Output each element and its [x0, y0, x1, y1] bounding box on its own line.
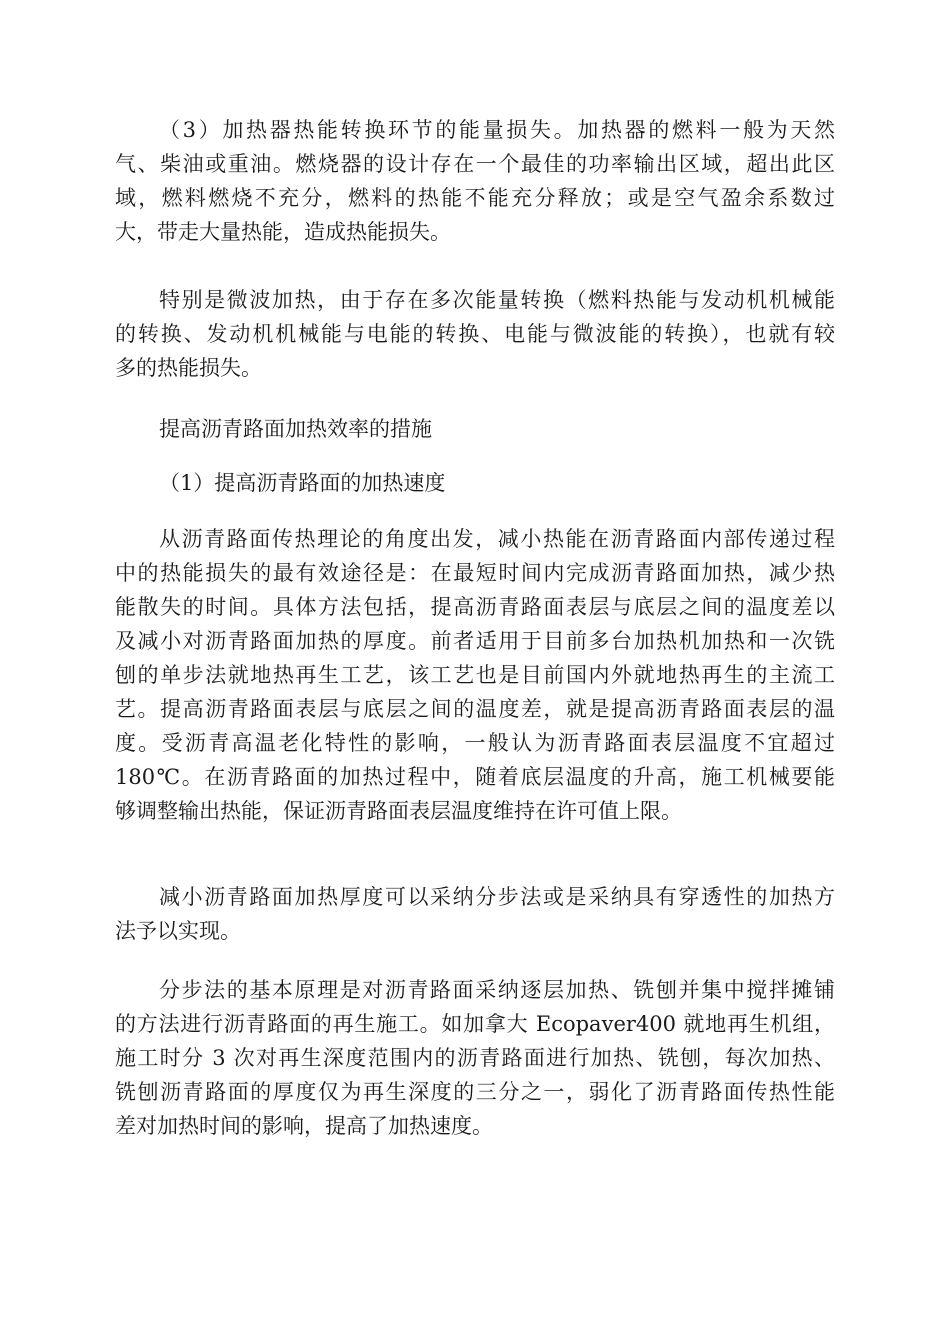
text-line: 刨的单步法就地热再生工艺，该工艺也是目前国内外就地热再生的主流工: [115, 663, 835, 687]
text-line: 中的热能损失的最有效途径是：在最短时间内完成沥青路面加热，减少热: [115, 561, 835, 585]
text-line: （3）加热器热能转换环节的能量损失。加热器的燃料一般为天然: [159, 118, 835, 142]
section-heading: [115, 412, 835, 446]
text-line: 气、柴油或重油。燃烧器的设计存在一个最佳的功率输出区域，超出此区: [115, 152, 835, 176]
text-line: 分步法的基本原理是对沥青路面采纳逐层加热、铣刨并集中搅拌摊铺: [159, 978, 835, 1002]
text-line: 差对加热时间的影响，提高了加热速度。: [115, 1114, 493, 1138]
paragraph-microwave-heating: [115, 283, 835, 385]
text-line: 及减小对沥青路面加热的厚度。前者适用于目前多台加热机加热和一次铣: [115, 629, 835, 653]
text-line: 施工时分 3 次对再生深度范围内的沥青路面进行加热、铣刨，每次加热、: [115, 1046, 835, 1070]
subsection-heading: [115, 466, 835, 500]
text-line: 艺。提高沥青路面表层与底层之间的温度差，就是提高沥青路面表层的温: [115, 697, 835, 721]
text-line: 度。受沥青高温老化特性的影响，一般认为沥青路面表层温度不宜超过: [115, 731, 835, 755]
text-line: 够调整输出热能，保证沥青路面表层温度维持在许可值上限。: [115, 799, 682, 823]
text-line: 多的热能损失。: [115, 356, 262, 380]
text-line: 的转换、发动机机械能与电能的转换、电能与微波能的转换），也就有较: [115, 322, 835, 346]
paragraph-heat-transfer-theory: [115, 522, 835, 828]
text-line: 能散失的时间。具体方法包括，提高沥青路面表层与底层之间的温度差以: [115, 595, 835, 619]
paragraph-step-method: [115, 973, 835, 1143]
text-line: 法予以实现。: [115, 919, 241, 943]
text-line: 大，带走大量热能，造成热能损失。: [115, 220, 451, 244]
text-line: 域，燃料燃烧不充分，燃料的热能不能充分释放；或是空气盈余系数过: [115, 186, 835, 210]
text-line: （1）提高沥青路面的加热速度: [159, 471, 446, 495]
paragraph-heater-energy-loss: [115, 113, 835, 249]
text-line: 180℃。在沥青路面的加热过程中，随着底层温度的升高，施工机械要能: [115, 765, 835, 789]
text-line: 减小沥青路面加热厚度可以采纳分步法或是采纳具有穿透性的加热方: [159, 885, 835, 909]
text-line: 特别是微波加热，由于存在多次能量转换（燃料热能与发动机机械能: [159, 288, 835, 312]
text-line: 提高沥青路面加热效率的措施: [159, 417, 432, 441]
paragraph-reduce-thickness: [115, 880, 835, 948]
text-line: 铣刨沥青路面的厚度仅为再生深度的三分之一，弱化了沥青路面传热性能: [115, 1080, 835, 1104]
text-line: 从沥青路面传热理论的角度出发，减小热能在沥青路面内部传递过程: [159, 527, 835, 551]
text-line: 的方法进行沥青路面的再生施工。如加拿大 Ecopaver400 就地再生机组，: [115, 1012, 835, 1036]
